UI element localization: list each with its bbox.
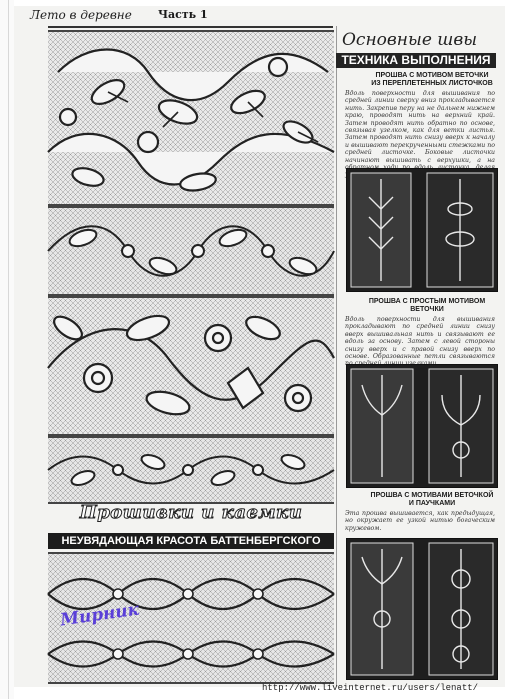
section-heading-1: ПРОШВА С МОТИВОМ ВЕТОЧКИ ИЗ ПЕРЕПЛЕТЕННЫХ ЛИСТОЧКОВ [371, 72, 493, 87]
section-text-3: Эта прошва вышивается, как предыдущая, но окружает ее узкой нитью богаческим кружевом. [345, 510, 495, 532]
lace-band-scroll [48, 206, 334, 296]
header-section-title: Лето в деревне [30, 8, 132, 22]
source-url: http://www.liveinternet.ru/users/lenatt/ [262, 683, 479, 693]
left-title: Прошивки и каемки [79, 502, 303, 523]
lace-panel-leaf-scroll [48, 30, 334, 206]
left-subtitle: НЕУВЯДАЮЩАЯ КРАСОТА БАТТЕНБЕРГСКОГО [48, 533, 334, 549]
column-divider [336, 26, 337, 686]
stitch-photo-2 [346, 364, 498, 488]
section-text-1: Вдоль поверхности для вышивания по средней линии сверху вниз прокладывается нить. Закрепив перу на не дальнем нижнем краю, проводят нить на верхний край. Затем проводят нить обратно по основе, связывая узелком, как для ветки листья. Затем проводят нить снизу вверх к началу и вышивают перекрученными стежками по средней листочке. Боковые листочки начинают вышивать с верхушки, а на [345, 90, 495, 164]
lace-panel-flowers [48, 296, 334, 436]
stitch-photo-1 [346, 168, 498, 292]
section-heading-3: ПРОШВА С МОТИВАМИ ВЕТОЧКОЙ И ПАУЧКАМИ [370, 492, 494, 507]
right-title: Основные швы [342, 30, 478, 50]
header-rule [48, 26, 333, 28]
header-part-label: Часть 1 [158, 8, 208, 21]
section-heading-2: ПРОШВА С ПРОСТЫМ МОТИВОМ ВЕТОЧКИ [368, 298, 486, 313]
page-gutter [0, 0, 14, 699]
signature-watermark: Мирник [58, 599, 141, 631]
section-text-2: Вдоль поверхности для вышивания прокладывают по средней линии снизу вверх вышивальная нить и связывают ее вдоль за основу. Затем с левой стороны снизу вверх и с правой снизу вверх по основе. Образованные петли связываются [345, 316, 495, 361]
lace-band-leaves [48, 436, 334, 504]
right-subtitle: ТЕХНИКА ВЫПОЛНЕНИЯ [336, 53, 496, 68]
stitch-photo-3 [346, 538, 498, 680]
